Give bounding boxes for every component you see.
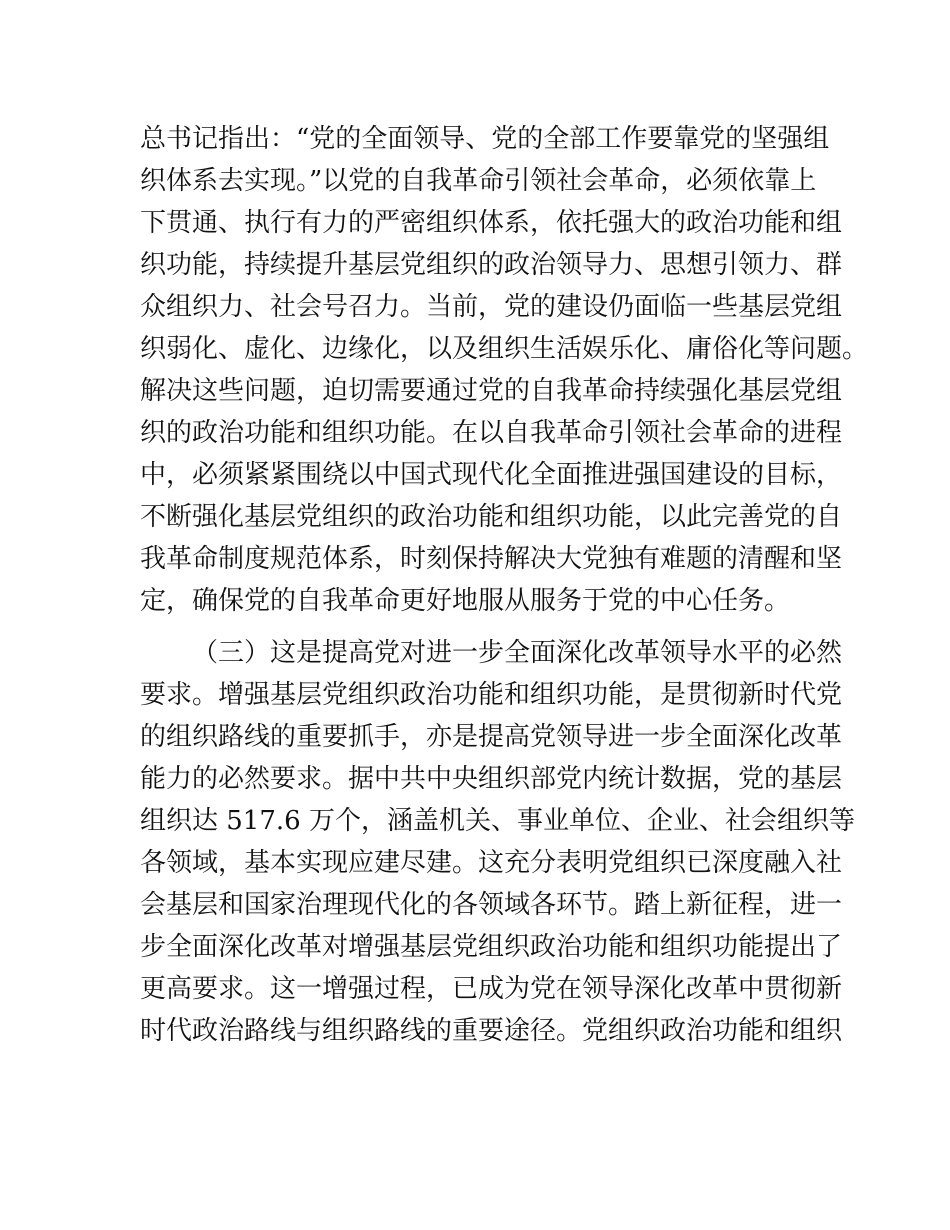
text-line: 各领域，基本实现应建尽建。这充分表明党组织已深度融入社 — [140, 848, 843, 878]
text-line: 下贯通、执行有力的严密组织体系，依托强大的政治功能和组 — [140, 208, 843, 238]
text-line: 我革命制度规范体系，时刻保持解决大党独有难题的清醒和坚 — [140, 544, 843, 574]
text-line: （三）这是提高党对进一步全面深化改革领导水平的必然 — [192, 638, 843, 668]
paragraph-2 — [140, 632, 855, 1052]
text-line: 能力的必然要求。据中共中央组织部党内统计数据，党的基层 — [140, 764, 843, 794]
text-line: 要求。增强基层党组织政治功能和组织功能，是贯彻新时代党 — [140, 680, 843, 710]
text-line: 众组织力、社会号召力。当前，党的建设仍面临一些基层党组 — [140, 292, 843, 322]
body-text — [140, 118, 869, 1052]
text-line: 更高要求。这一增强过程，已成为党在领导深化改革中贯彻新 — [140, 974, 843, 1004]
text-line: 不断强化基层党组织的政治功能和组织功能，以此完善党的自 — [140, 502, 843, 532]
paragraph-1 — [140, 118, 869, 622]
text-line: 组织达 517.6 万个，涵盖机关、事业单位、企业、社会组织等 — [140, 806, 855, 836]
text-line: 的组织路线的重要抓手，亦是提高党领导进一步全面深化改革 — [140, 722, 843, 752]
text-line: 解决这些问题，迫切需要通过党的自我革命持续强化基层党组 — [140, 376, 843, 406]
text-line: 定，确保党的自我革命更好地服从服务于党的中心任务。 — [140, 586, 791, 616]
text-line: 步全面深化改革对增强基层党组织政治功能和组织功能提出了 — [140, 932, 843, 962]
text-line: 织功能，持续提升基层党组织的政治领导力、思想引领力、群 — [140, 250, 843, 280]
text-line: 时代政治路线与组织路线的重要途径。党组织政治功能和组织 — [140, 1016, 843, 1046]
text-line: 总书记指出：“党的全面领导、党的全部工作要靠党的坚强组 — [140, 124, 830, 154]
text-line: 中，必须紧紧围绕以中国式现代化全面推进强国建设的目标， — [140, 460, 843, 490]
text-line: 织的政治功能和组织功能。在以自我革命引领社会革命的进程 — [140, 418, 843, 448]
text-line: 织弱化、虚化、边缘化，以及组织生活娱乐化、庸俗化等问题。 — [140, 334, 869, 364]
text-line: 织体系去实现。”以党的自我革命引领社会革命，必须依靠上 — [140, 166, 817, 196]
text-line: 会基层和国家治理现代化的各领域各环节。踏上新征程，进一 — [140, 890, 843, 920]
